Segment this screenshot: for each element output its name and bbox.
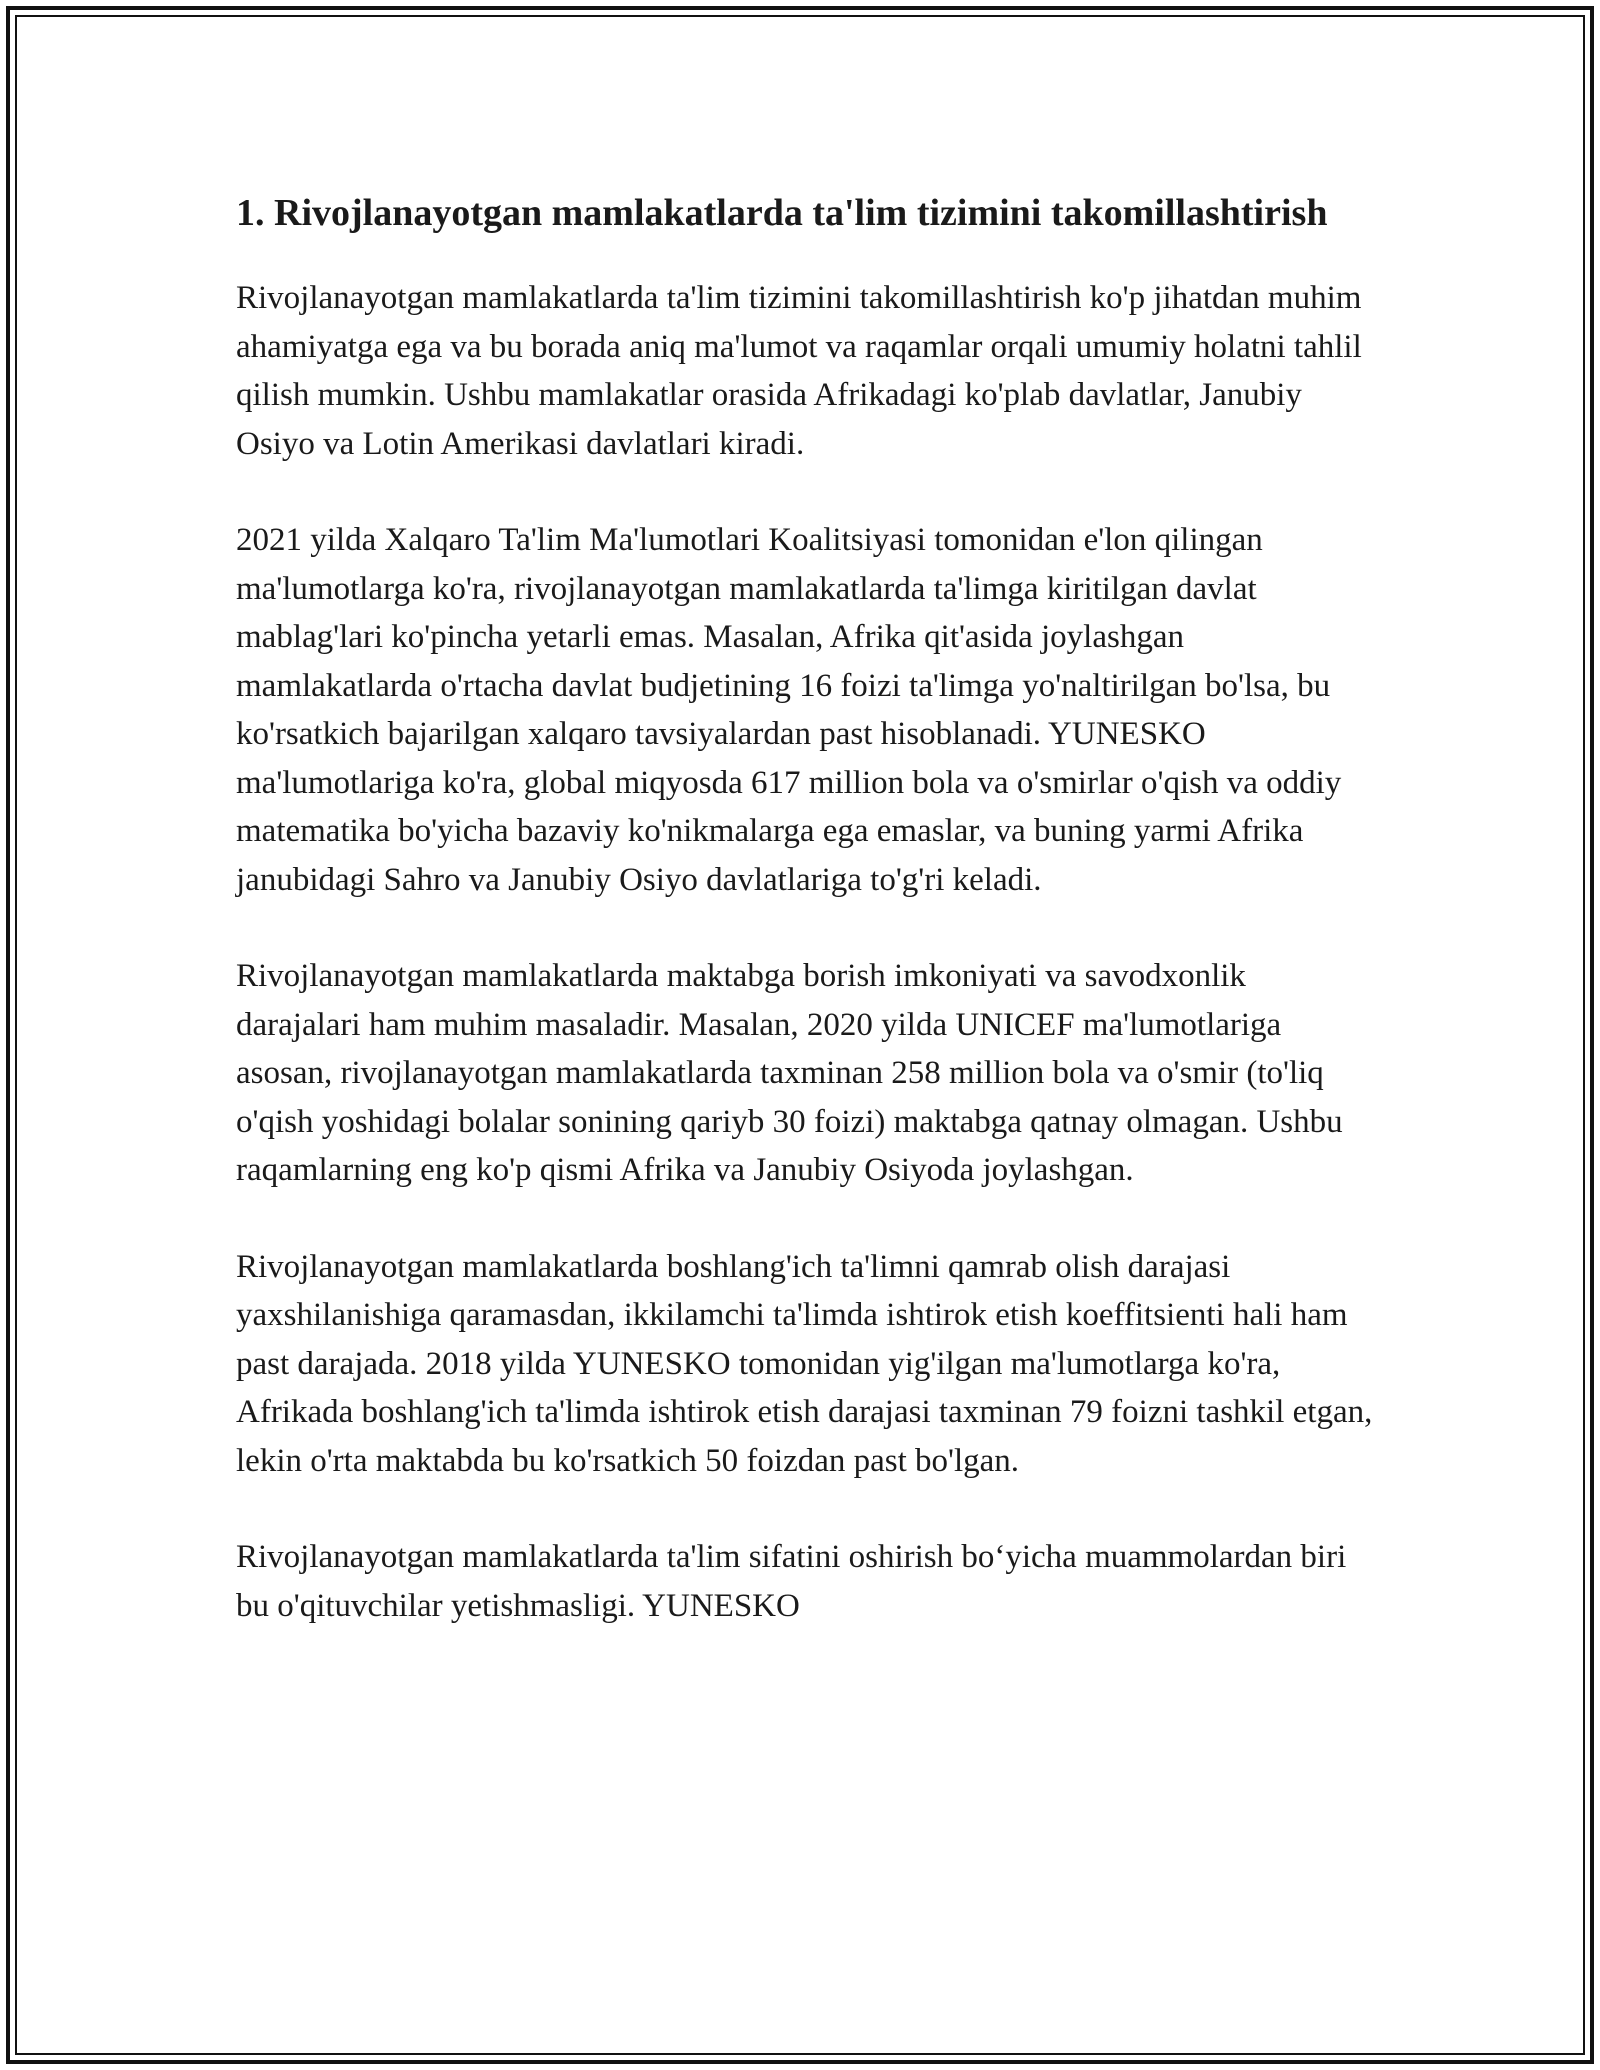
section-title: 1. Rivojlanayotgan mamlakatlarda ta'lim tizimini takomillashtirish	[236, 192, 1328, 234]
paragraph-funding: 2021 yilda Xalqaro Ta'lim Ma'lumotlari Koalitsiyasi tomonidan e'lon qilingan ma'lumotlarga ko'ra, rivojlanayotgan mamlakatlarda ta'limga kiritilgan davlat mablag'lari ko'pincha yetarli emas. Masalan, Afrika qit'asida joylashgan mamlakatlarda o'rtacha davlat budjetining 16 foizi ta'limga yo'naltirilgan bo'lsa, bu ko'rsatkich bajarilgan xalqaro tavsiyalardan past hisoblanadi. YUNESKO ma'lumotlariga ko'ra, global miqyosda 617 million bola va o'smirlar o'qish va oddiy matematika bo'yicha bazaviy ko'nikmalarga ega emaslar, va buning yarmi Afrika janubidagi Sahro va Janubiy Osiyo davlatlariga to'g'ri keladi.	[236, 522, 1342, 898]
document-body	[236, 186, 1376, 1678]
paragraph-teachers: Rivojlanayotgan mamlakatlarda ta'lim sifatini oshirish bo‘yicha muammolardan biri bu o'qituvchilar yetishmasligi. YUNESKO	[236, 1539, 1347, 1624]
paragraph-school-access: Rivojlanayotgan mamlakatlarda maktabga borish imkoniyati va savodxonlik darajalari ham muhim masaladir. Masalan, 2020 yilda UNICEF ma'lumotlariga asosan, rivojlanayotgan mamlakatlarda taxminan 258 million bola va o'smir (to'liq o'qish yoshidagi bolalar sonining qariyb 30 foizi) maktabga qatnay olmagan. Ushbu raqamlarning eng ko'p qismi Afrika va Janubiy Osiyoda joylashgan.	[236, 958, 1343, 1188]
paragraph-enrollment: Rivojlanayotgan mamlakatlarda boshlang'ich ta'limni qamrab olish darajasi yaxshilanishiga qaramasdan, ikkilamchi ta'limda ishtirok etish koeffitsienti hali ham past darajada. 2018 yilda YUNESKO tomonidan yig'ilgan ma'lumotlarga ko'ra, Afrikada boshlang'ich ta'limda ishtirok etish darajasi taxminan 79 foizni tashkil etgan, lekin o'rta maktabda bu ko'rsatkich 50 foizdan past bo'lgan.	[236, 1248, 1373, 1479]
paragraph-intro: Rivojlanayotgan mamlakatlarda ta'lim tizimini takomillashtirish ko'p jihatdan muhim ahamiyatga ega va bu borada aniq ma'lumot va raqamlar orqali umumiy holatni tahlil qilish mumkin. Ushbu mamlakatlar orasida Afrikadagi ko'plab davlatlar, Janubiy Osiyo va Lotin Amerikasi davlatlari kiradi.	[236, 280, 1362, 462]
